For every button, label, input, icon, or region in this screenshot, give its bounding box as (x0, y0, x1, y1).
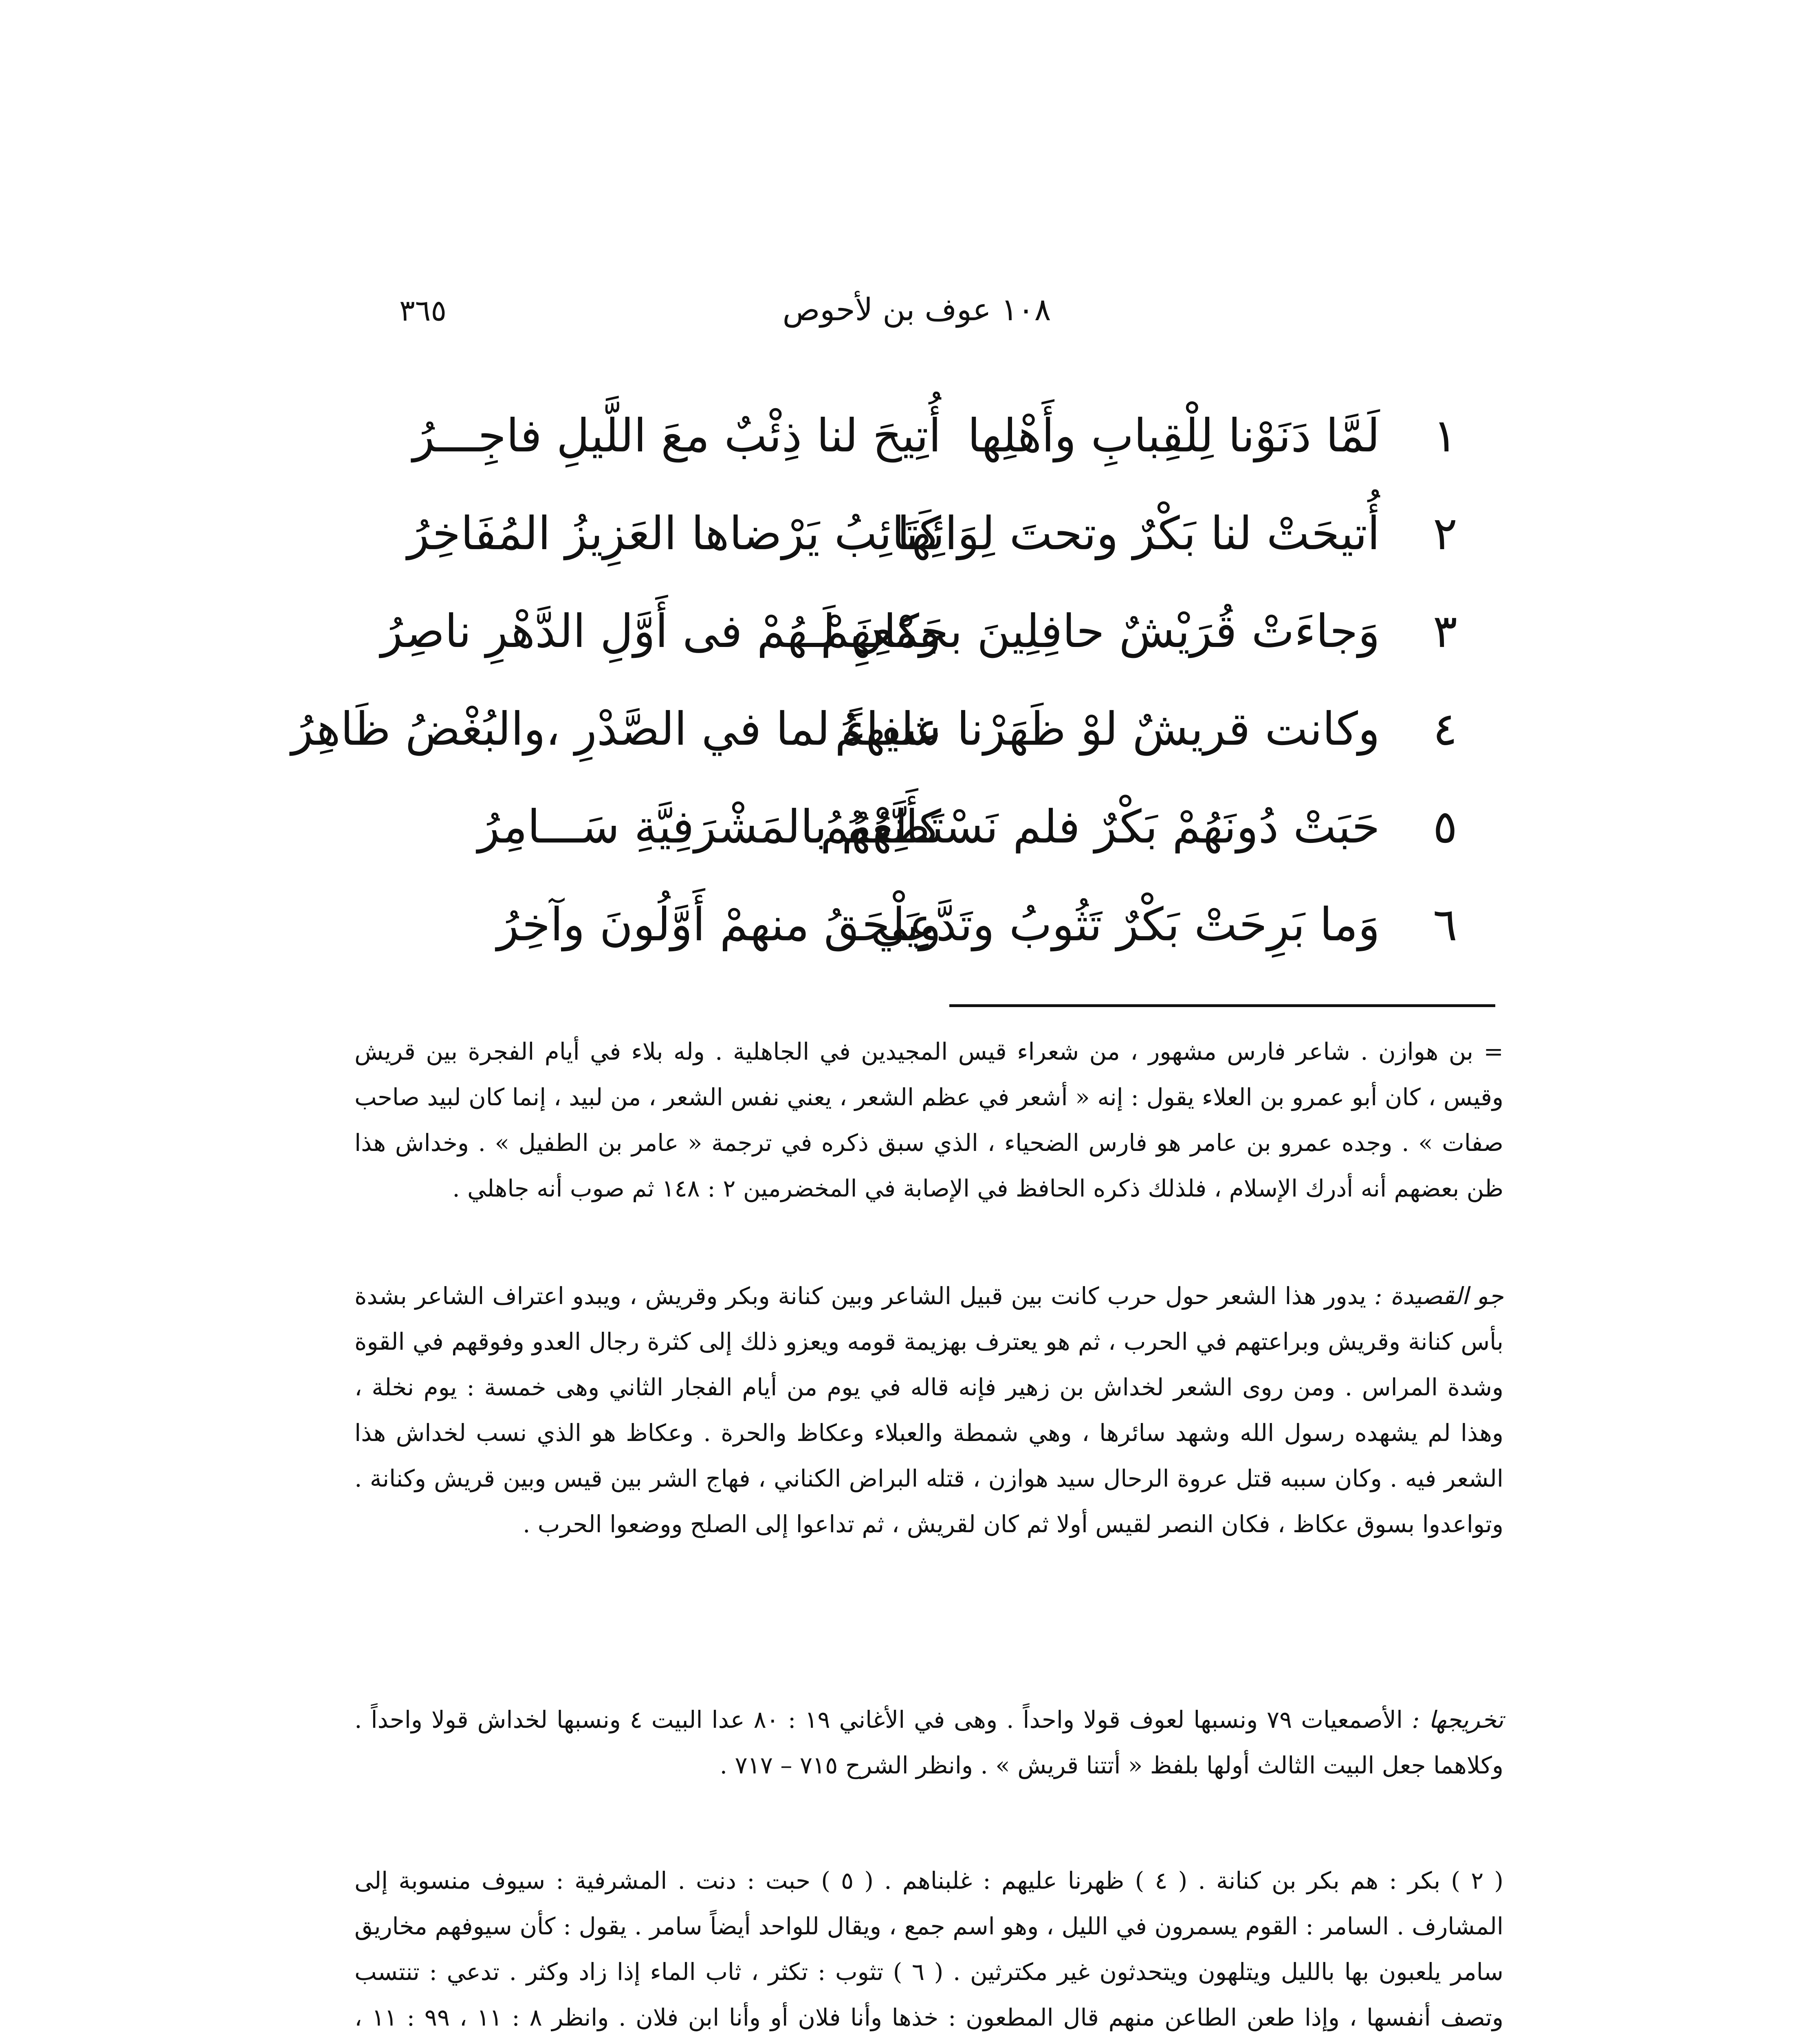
verse-second-hemistich: وكانَ لَـهُمْ فى أَوَّلِ الدَّهْرِ ناصِرُ (381, 605, 941, 658)
verse-line (0, 597, 1820, 666)
sources-text: الأصمعيات ٧٩ ونسبها لعوف قولا واحداً . وهى في الأغاني ١٩ : ٨٠ عدا البيت ٤ ونسبها لخداش قولا واحداً . وكلاهما جعل البيت الثالث أولها بلفظ « أتتنا قريش » . وانظر الشرح ٧١٥ – ٧١٧ . (354, 1706, 1503, 1779)
verse-number: ٦ (1433, 898, 1458, 951)
running-header: ١٠٨ عوف بن لأحوص (782, 291, 1051, 328)
verse-first-hemistich: أُتيحَتْ لنا بَكْرٌ وتحتَ لِوَائِها (897, 507, 1380, 560)
verse-first-hemistich: وَجاءَتْ قُرَيْشٌ حافِلِينَ بجَمْعِهِمْ (820, 605, 1380, 658)
verse-second-hemistich: ويَلْحَقُ منهمْ أَوَّلُونَ وآخِرُ (497, 898, 941, 951)
page-number: ٣٦٥ (399, 293, 447, 328)
glosses-note: ( ٢ ) بكر : هم بكر بن كنانة . ( ٤ ) ظهرنا عليهم : غلبناهم . ( ٥ ) حبت : دنت . المشرفية : سيوف منسوبة إلى المشارف . السامر : القوم يسمرون في الليل ، وهو اسم جمع ، ويقال للواحد أيضاً سامر . يقول : كأن سيوفهم مخاريق سامر يلعبون بها بالليل ويتلهون ويتحدثون غير مكترثين . ( ٦ ) تثوب : تكثر ، ثاب الماء إذا زاد وكثر . تدعي : تنتسب وتصف أنفسها ، وإذا طعن الطاعن منهم قال المطعون : خذها وأنا فلان أو وأنا ابن فلان . وانظر ٨ : ١١ ، ٩٩ : ١١ ، (354, 1867, 1504, 2031)
verse-line (0, 695, 1820, 764)
verse-second-hemistich: كَتَائِبُ يَرْضاها العَزِيزُ المُفَاخِرُ (407, 507, 941, 560)
sources-heading: تخريجها : (1411, 1706, 1503, 1733)
poem-context-heading: جو القصيدة : (1374, 1282, 1503, 1310)
verse-number: ٣ (1433, 605, 1458, 658)
verse-second-hemistich: كأَنَّهُمُ بالمَشْرَفِيَّةِ سَـــامِرُ (478, 801, 941, 854)
poem-context-note (354, 1273, 1503, 1547)
verse-second-hemistich: شفاءً لما في الصَّدْرِ ،والبُغْضُ ظَاهِرُ (291, 703, 941, 756)
poem-context-text: يدور هذا الشعر حول حرب كانت بين قبيل الشاعر وبين كنانة وبكر وقريش ، ويبدو اعتراف الشاعر بشدة بأس كنانة وقريش وبراعتهم في الحرب ، ثم هو يعترف بهزيمة قومه ويعزو ذلك إلى كثرة رجال العدو وفوقهم في القوة وشدة المراس . ومن روى الشعر لخداش بن زهير فإنه قاله في يوم من أيام الفجار الثاني وهى خمسة : يوم نخلة ، وهذا لم يشهده رسول الله وشهد سائرها ، وهي شمطة والعبلاء وعكاظ والحرة . وعكاظ هو الذي نسب لخداش هذا الشعر فيه . وكان سببه قتل عروة الرحال سيد هوازن ، قتله البراض الكناني ، فهاج الشر بين قيس وبين قريش وكنانة . وتواعدوا بسوق عكاظ ، فكان النصر لقيس أولا ثم كان لقريش ، ثم تداعوا إلى الصلح ووضعوا الحرب . (354, 1282, 1503, 1538)
verse-line (0, 499, 1820, 568)
verse-line (0, 401, 1820, 471)
verse-number: ٢ (1433, 507, 1458, 560)
verse-first-hemistich: وَما بَرِحَتْ بَكْرٌ تَثُوبُ وتَدَّعِي (870, 898, 1380, 951)
biography-note: = بن هوازن . شاعر فارس مشهور ، من شعراء قيس المجيدين في الجاهلية . وله بلاء في أيام الفجرة بين قريش وقيس ، كان أبو عمرو بن العلاء يقول : إنه « أشعر في عظم الشعر ، يعني نفس الشعر ، من لبيد ، إنما كان لبيد صاحب صفات » . وجده عمرو بن عامر هو فارس الضحياء ، الذي سبق ذكره في ترجمة « عامر بن الطفيل » . وخداش هذا ظن بعضهم أنه أدرك الإسلام ، فلذلك ذكره الحافظ في الإصابة في المخضرمين ٢ : ١٤٨ ثم صوب أنه جاهلي . (354, 1038, 1503, 1202)
footnote-separator (949, 1004, 1495, 1007)
verse-second-hemistich: أُتِيحَ لنا ذِئْبٌ معَ اللَّيلِ فاجِـــرُ (412, 409, 941, 462)
verse-line (0, 792, 1820, 862)
verse-line (0, 890, 1820, 959)
verse-number: ١ (1433, 409, 1458, 462)
verse-first-hemistich: لَمَّا دَنَوْنا لِلْقِبابِ وأَهْلِها (967, 409, 1380, 462)
verse-first-hemistich: وكانت قريشٌ لوْ ظَهَرْنا عليهمُ (834, 703, 1380, 756)
sources-note (354, 1697, 1503, 1788)
verse-number: ٥ (1433, 801, 1458, 854)
verse-number: ٤ (1433, 703, 1458, 756)
verse-first-hemistich: حَبَتْ دُونَهُمْ بَكْرٌ فلم نَسْتَطِعْهُمُ (820, 801, 1380, 854)
